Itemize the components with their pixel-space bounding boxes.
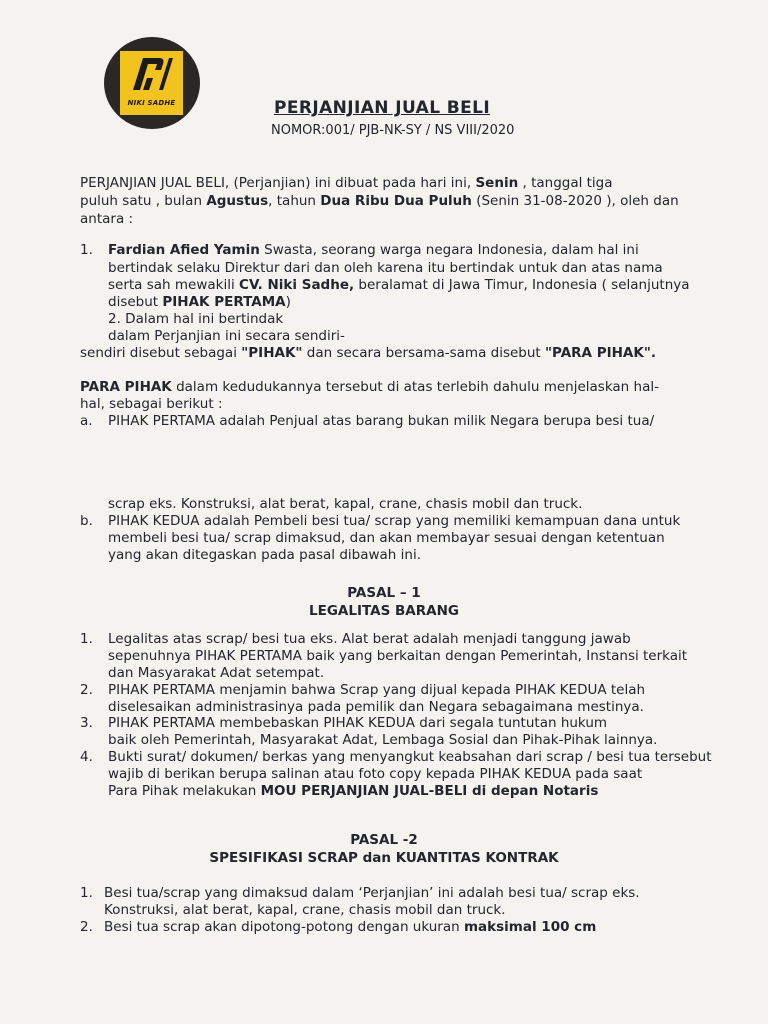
pasal1-item4-line xyxy=(108,783,598,800)
pasal1-subheading: LEGALITAS BARANG xyxy=(309,603,459,619)
logo-text: NIKI SADHE xyxy=(127,99,176,107)
pasal1-item4-line: wajib di berikan berupa salinan atau foto copy kepada PIHAK KEDUA pada saat xyxy=(108,766,643,782)
party1-line-6: dalam Perjanjian ini secara sendiri- xyxy=(108,328,345,344)
list-number: 1. xyxy=(80,631,93,647)
pasal1-item1-line: dan Masyarakat Adat setempat. xyxy=(108,665,325,681)
pasal1-item3-line: PIHAK PERTAMA membebaskan PIHAK KEDUA dari segala tuntutan hukum xyxy=(108,715,608,731)
pasal1-item1-line: Legalitas atas scrap/ besi tua eks. Alat berat adalah menjadi tanggung jawab xyxy=(108,631,631,647)
intro-line-3: antara : xyxy=(80,211,134,227)
party1-line-1 xyxy=(108,242,639,259)
parapihak-b-line-1: PIHAK KEDUA adalah Pembeli besi tua/ scrap yang memiliki kemampuan dana untuk xyxy=(108,513,681,529)
party-label: "PIHAK" xyxy=(241,345,303,361)
party1-text: Swasta, seorang warga negara Indonesia, dalam hal ini xyxy=(264,242,639,258)
pasal2-text: Besi tua scrap akan dipotong-potong dengan ukuran xyxy=(104,919,460,935)
list-number: 2. xyxy=(80,919,93,935)
list-number: 2. xyxy=(80,682,93,698)
pasal1-item2-line: PIHAK PERTAMA menjamin bahwa Scrap yang dijual kepada PIHAK KEDUA telah xyxy=(108,682,646,698)
party1-line-5: 2. Dalam hal ini bertindak xyxy=(108,311,284,327)
document-title: PERJANJIAN JUAL BELI xyxy=(274,98,491,118)
pasal2-item2-line xyxy=(104,919,596,936)
intro-month: Agustus xyxy=(206,193,269,209)
party1-text: disebut xyxy=(108,294,159,310)
pasal2-heading: PASAL -2 xyxy=(350,832,418,848)
parapihak-line-2: hal, sebagai berikut : xyxy=(80,396,223,412)
logo-emblem xyxy=(120,51,183,115)
intro-text: puluh satu , bulan xyxy=(80,193,203,209)
parapihak-b-line-3: yang akan ditegaskan pada pasal dibawah ini. xyxy=(108,547,421,563)
list-letter: a. xyxy=(80,413,93,429)
party1-text: sendiri disebut sebagai xyxy=(80,345,237,361)
pasal2-subheading: SPESIFIKASI SCRAP dan KUANTITAS KONTRAK xyxy=(209,850,559,866)
party1-text: ) xyxy=(285,294,291,310)
pasal1-item1-line: sepenuhnya PIHAK PERTAMA baik yang berkaitan dengan Pemerintah, Instansi terkait xyxy=(108,648,688,664)
pasal2-bold-text: maksimal 100 cm xyxy=(463,919,597,935)
pasal1-item3-line: baik oleh Pemerintah, Masyarakat Adat, Lembaga Sosial dan Pihak-Pihak lainnya. xyxy=(108,732,658,748)
logo-mark-icon xyxy=(129,54,173,94)
party1-line-3 xyxy=(108,277,690,294)
pasal1-item4-line: Bukti surat/ dokumen/ berkas yang menyangkut keabsahan dari scrap / besi tua tersebut xyxy=(108,749,712,765)
party1-line-7 xyxy=(80,345,656,362)
list-number: 3. xyxy=(80,715,93,731)
party-label: "PARA PIHAK". xyxy=(545,345,656,361)
parapihak-a-line-1: PIHAK PERTAMA adalah Penjual atas barang bukan milik Negara berupa besi tua/ xyxy=(108,413,655,429)
party1-line-2: bertindak selaku Direktur dari dan oleh karena itu bertindak untuk dan atas nama xyxy=(108,260,663,276)
intro-text: (Senin 31-08-2020 ), oleh dan xyxy=(476,193,679,209)
parapihak-text: dalam kedudukannya tersebut di atas terlebih dahulu menjelaskan hal- xyxy=(176,379,659,395)
parapihak-a-line-2: scrap eks. Konstruksi, alat berat, kapal, crane, chasis mobil dan truck. xyxy=(108,496,583,512)
party1-line-4 xyxy=(108,294,291,311)
company-logo xyxy=(104,37,200,129)
pasal2-item1-line: Konstruksi, alat berat, kapal, crane, chasis mobil dan truck. xyxy=(104,902,506,918)
party1-text: dan secara bersama-sama disebut xyxy=(306,345,541,361)
list-letter: b. xyxy=(80,513,93,529)
pasal1-bold-text: MOU PERJANJIAN JUAL-BELI di depan Notaris xyxy=(260,783,599,799)
pasal1-item2-line: diselesaikan administrasinya pada pemilik dan Negara sebagaimana mestinya. xyxy=(108,699,644,715)
intro-line-1 xyxy=(80,175,613,192)
list-number: 1. xyxy=(80,885,93,901)
party-label: PIHAK PERTAMA xyxy=(162,294,286,310)
party1-text: serta sah mewakili xyxy=(108,277,235,293)
party-label: PARA PIHAK xyxy=(80,379,172,395)
pasal2-item1-line: Besi tua/scrap yang dimaksud dalam ‘Perjanjian’ ini adalah besi tua/ scrap eks. xyxy=(104,885,640,901)
pasal1-text: Para Pihak melakukan xyxy=(108,783,257,799)
intro-text: , tanggal tiga xyxy=(522,175,613,191)
intro-year: Dua Ribu Dua Puluh xyxy=(320,193,472,209)
parapihak-line-1 xyxy=(80,379,659,396)
company-name: CV. Niki Sadhe, xyxy=(239,277,355,293)
party1-text: beralamat di Jawa Timur, Indonesia ( selanjutnya xyxy=(358,277,690,293)
parapihak-b-line-2: membeli besi tua/ scrap dimaksud, dan akan membayar sesuai dengan ketentuan xyxy=(108,530,665,546)
pasal1-heading: PASAL – 1 xyxy=(347,585,421,601)
intro-line-2 xyxy=(80,193,679,210)
list-number: 1. xyxy=(80,242,93,258)
intro-text: , tahun xyxy=(268,193,316,209)
document-number: NOMOR:001/ PJB-NK-SY / NS VIII/2020 xyxy=(271,123,515,138)
intro-day: Senin xyxy=(475,175,519,191)
party1-name: Fardian Afied Yamin xyxy=(108,242,260,258)
intro-text: PERJANJIAN JUAL BELI, (Perjanjian) ini dibuat pada hari ini, xyxy=(80,175,472,191)
list-number: 4. xyxy=(80,749,93,765)
